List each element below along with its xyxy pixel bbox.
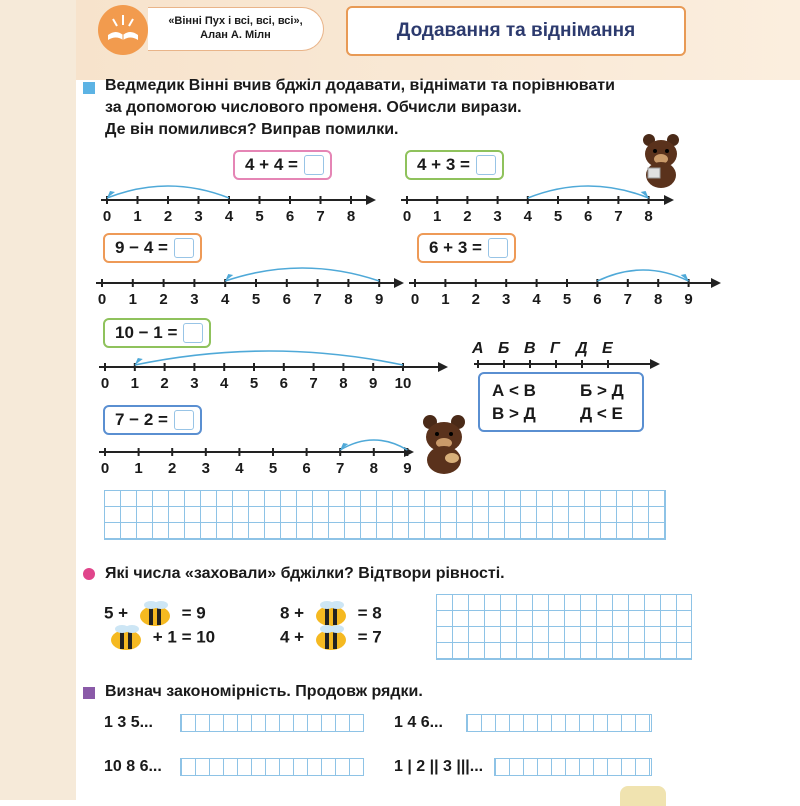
- pattern-cells[interactable]: [180, 714, 364, 732]
- pattern-cells[interactable]: [494, 758, 652, 776]
- task2-text: Які числа «заховали» бджілки? Відтвори рівності.: [105, 565, 505, 582]
- jump-arc: [597, 270, 688, 281]
- pattern-start: 1 | 2 || 3 |||...: [394, 758, 484, 775]
- number-line-label: 3: [493, 208, 502, 225]
- comparison-item: А < В: [492, 381, 536, 400]
- number-line-label: 0: [410, 291, 420, 308]
- number-line-label: 1: [130, 375, 139, 392]
- number-line-label: 2: [168, 460, 177, 477]
- number-line-label: 3: [194, 208, 203, 225]
- letter-label: Б: [498, 340, 510, 357]
- number-line-label: 5: [268, 460, 278, 477]
- pattern-start: 1 3 5...: [104, 714, 153, 731]
- answer-grid[interactable]: [104, 490, 666, 540]
- number-line-label: 5: [553, 208, 563, 225]
- number-line-arrow: [366, 195, 376, 205]
- number-line-label: 3: [190, 375, 199, 392]
- pattern-cells[interactable]: [180, 758, 364, 776]
- number-line-label: 9: [403, 460, 412, 477]
- task1-line-2: за допомогою числового променя. Обчисли вирази.: [105, 99, 522, 116]
- number-line-label: 4: [221, 291, 230, 308]
- number-line-label: 5: [249, 375, 259, 392]
- number-line-label: 6: [282, 291, 291, 308]
- number-line-label: 6: [302, 460, 311, 477]
- jump-arc: [225, 268, 379, 281]
- number-line-arrow: [664, 195, 674, 205]
- bee-equation: [280, 624, 382, 652]
- comparison-item: Д < Е: [580, 404, 623, 423]
- number-line-label: 3: [201, 460, 210, 477]
- number-line-arrow: [438, 362, 448, 372]
- number-line-label: 1: [134, 460, 143, 477]
- number-line-label: 2: [159, 291, 168, 308]
- letter-label: Г: [550, 340, 560, 357]
- comparison-item: В > Д: [492, 404, 536, 423]
- book-line-1: «Вінні Пух і всі, всі, всі»,: [168, 15, 303, 27]
- number-line-label: 4: [235, 460, 244, 477]
- pattern-start: 10 8 6...: [104, 758, 162, 775]
- number-line-label: 5: [255, 208, 264, 225]
- number-line-label: 7: [614, 208, 623, 225]
- number-line-label: 9: [684, 291, 693, 308]
- letter-label: А: [472, 340, 484, 357]
- number-line-label: 4: [220, 375, 229, 392]
- number-line-label: 8: [369, 460, 378, 477]
- book-line-2: Алан А. Мілн: [200, 29, 271, 41]
- equation-end: = 9: [181, 603, 206, 623]
- bee-icon: [104, 624, 148, 652]
- expression-text: 4 + 3 =: [417, 155, 470, 174]
- pattern-start: 1 4 6...: [394, 714, 443, 731]
- bear-illustration: [636, 130, 686, 190]
- letter-ray-arrow: [650, 359, 660, 369]
- task2-marker: [83, 568, 95, 580]
- equation-start: 5 +: [104, 603, 129, 623]
- answer-grid[interactable]: [436, 594, 692, 660]
- number-line-label: 1: [133, 208, 142, 225]
- number-line-label: 1: [128, 291, 137, 308]
- number-line-label: 8: [339, 375, 348, 392]
- number-line-label: 7: [336, 460, 345, 477]
- page-tab: [620, 786, 666, 806]
- expression-text: 4 + 4 =: [245, 155, 298, 174]
- number-line-label: 7: [623, 291, 632, 308]
- number-line-label: 0: [402, 208, 412, 225]
- equation-end: + 1 = 10: [152, 627, 216, 647]
- number-line-label: 3: [502, 291, 511, 308]
- number-line-label: 6: [593, 291, 602, 308]
- number-line-label: 7: [313, 291, 322, 308]
- expression-text: 6 + 3 =: [429, 238, 482, 257]
- number-line-label: 10: [394, 375, 412, 392]
- number-line-label: 1: [441, 291, 450, 308]
- number-line-label: 8: [346, 208, 356, 225]
- letter-label: Е: [602, 340, 613, 357]
- number-line-label: 2: [471, 291, 480, 308]
- number-line-label: 2: [463, 208, 472, 225]
- pattern-cells[interactable]: [466, 714, 652, 732]
- task1-line-1: Ведмедик Вінні вчив бджіл додавати, віднімати та порівнювати: [105, 77, 615, 94]
- number-line-label: 8: [654, 291, 663, 308]
- number-line-arrow: [711, 278, 721, 288]
- number-line-label: 1: [433, 208, 442, 225]
- comparison-item: Б > Д: [580, 381, 624, 400]
- letter-label: В: [524, 340, 536, 357]
- equation-end: = 8: [357, 603, 382, 623]
- number-line-label: 3: [190, 291, 199, 308]
- number-line-label: 0: [97, 291, 107, 308]
- number-line-label: 8: [344, 291, 353, 308]
- expression-text: 7 − 2 =: [115, 410, 168, 429]
- task3-text: Визнач закономірність. Продовж рядки.: [105, 683, 423, 700]
- number-line-label: 4: [523, 208, 532, 225]
- expression-text: 10 − 1 =: [115, 323, 178, 342]
- equation-start: 4 +: [280, 627, 305, 647]
- number-line-label: 4: [224, 208, 234, 225]
- number-line-label: 6: [285, 208, 295, 225]
- number-line-label: 5: [251, 291, 261, 308]
- bee-icon: [309, 624, 353, 652]
- number-line-label: 2: [160, 375, 169, 392]
- task1-line-3: Де він помилився? Виправ помилки.: [105, 121, 399, 138]
- number-line-arrow: [394, 278, 404, 288]
- page-title: Додавання та віднімання: [346, 6, 686, 56]
- equation-end: = 7: [357, 627, 382, 647]
- number-line-label: 2: [163, 208, 173, 225]
- number-line-label: 0: [102, 208, 112, 225]
- letter-label: Д: [576, 340, 588, 357]
- number-line-label: 6: [584, 208, 593, 225]
- bee-equation: [104, 624, 215, 652]
- number-line-label: 4: [532, 291, 541, 308]
- number-line-label: 7: [309, 375, 318, 392]
- equation-start: 8 +: [280, 603, 305, 623]
- number-line-label: 0: [100, 375, 110, 392]
- number-line-label: 9: [375, 291, 384, 308]
- number-line-label: 7: [316, 208, 325, 225]
- task3-marker: [83, 687, 95, 699]
- comparison-box: [478, 372, 644, 432]
- number-line-label: 6: [279, 375, 288, 392]
- number-line-label: 5: [562, 291, 572, 308]
- bear-illustration: [416, 412, 472, 476]
- number-line-label: 0: [100, 460, 110, 477]
- letter-labels: [466, 340, 666, 360]
- expression-text: 9 − 4 =: [115, 238, 168, 257]
- number-line-label: 9: [369, 375, 378, 392]
- jump-arc: [135, 351, 403, 365]
- number-line-label: 8: [644, 208, 653, 225]
